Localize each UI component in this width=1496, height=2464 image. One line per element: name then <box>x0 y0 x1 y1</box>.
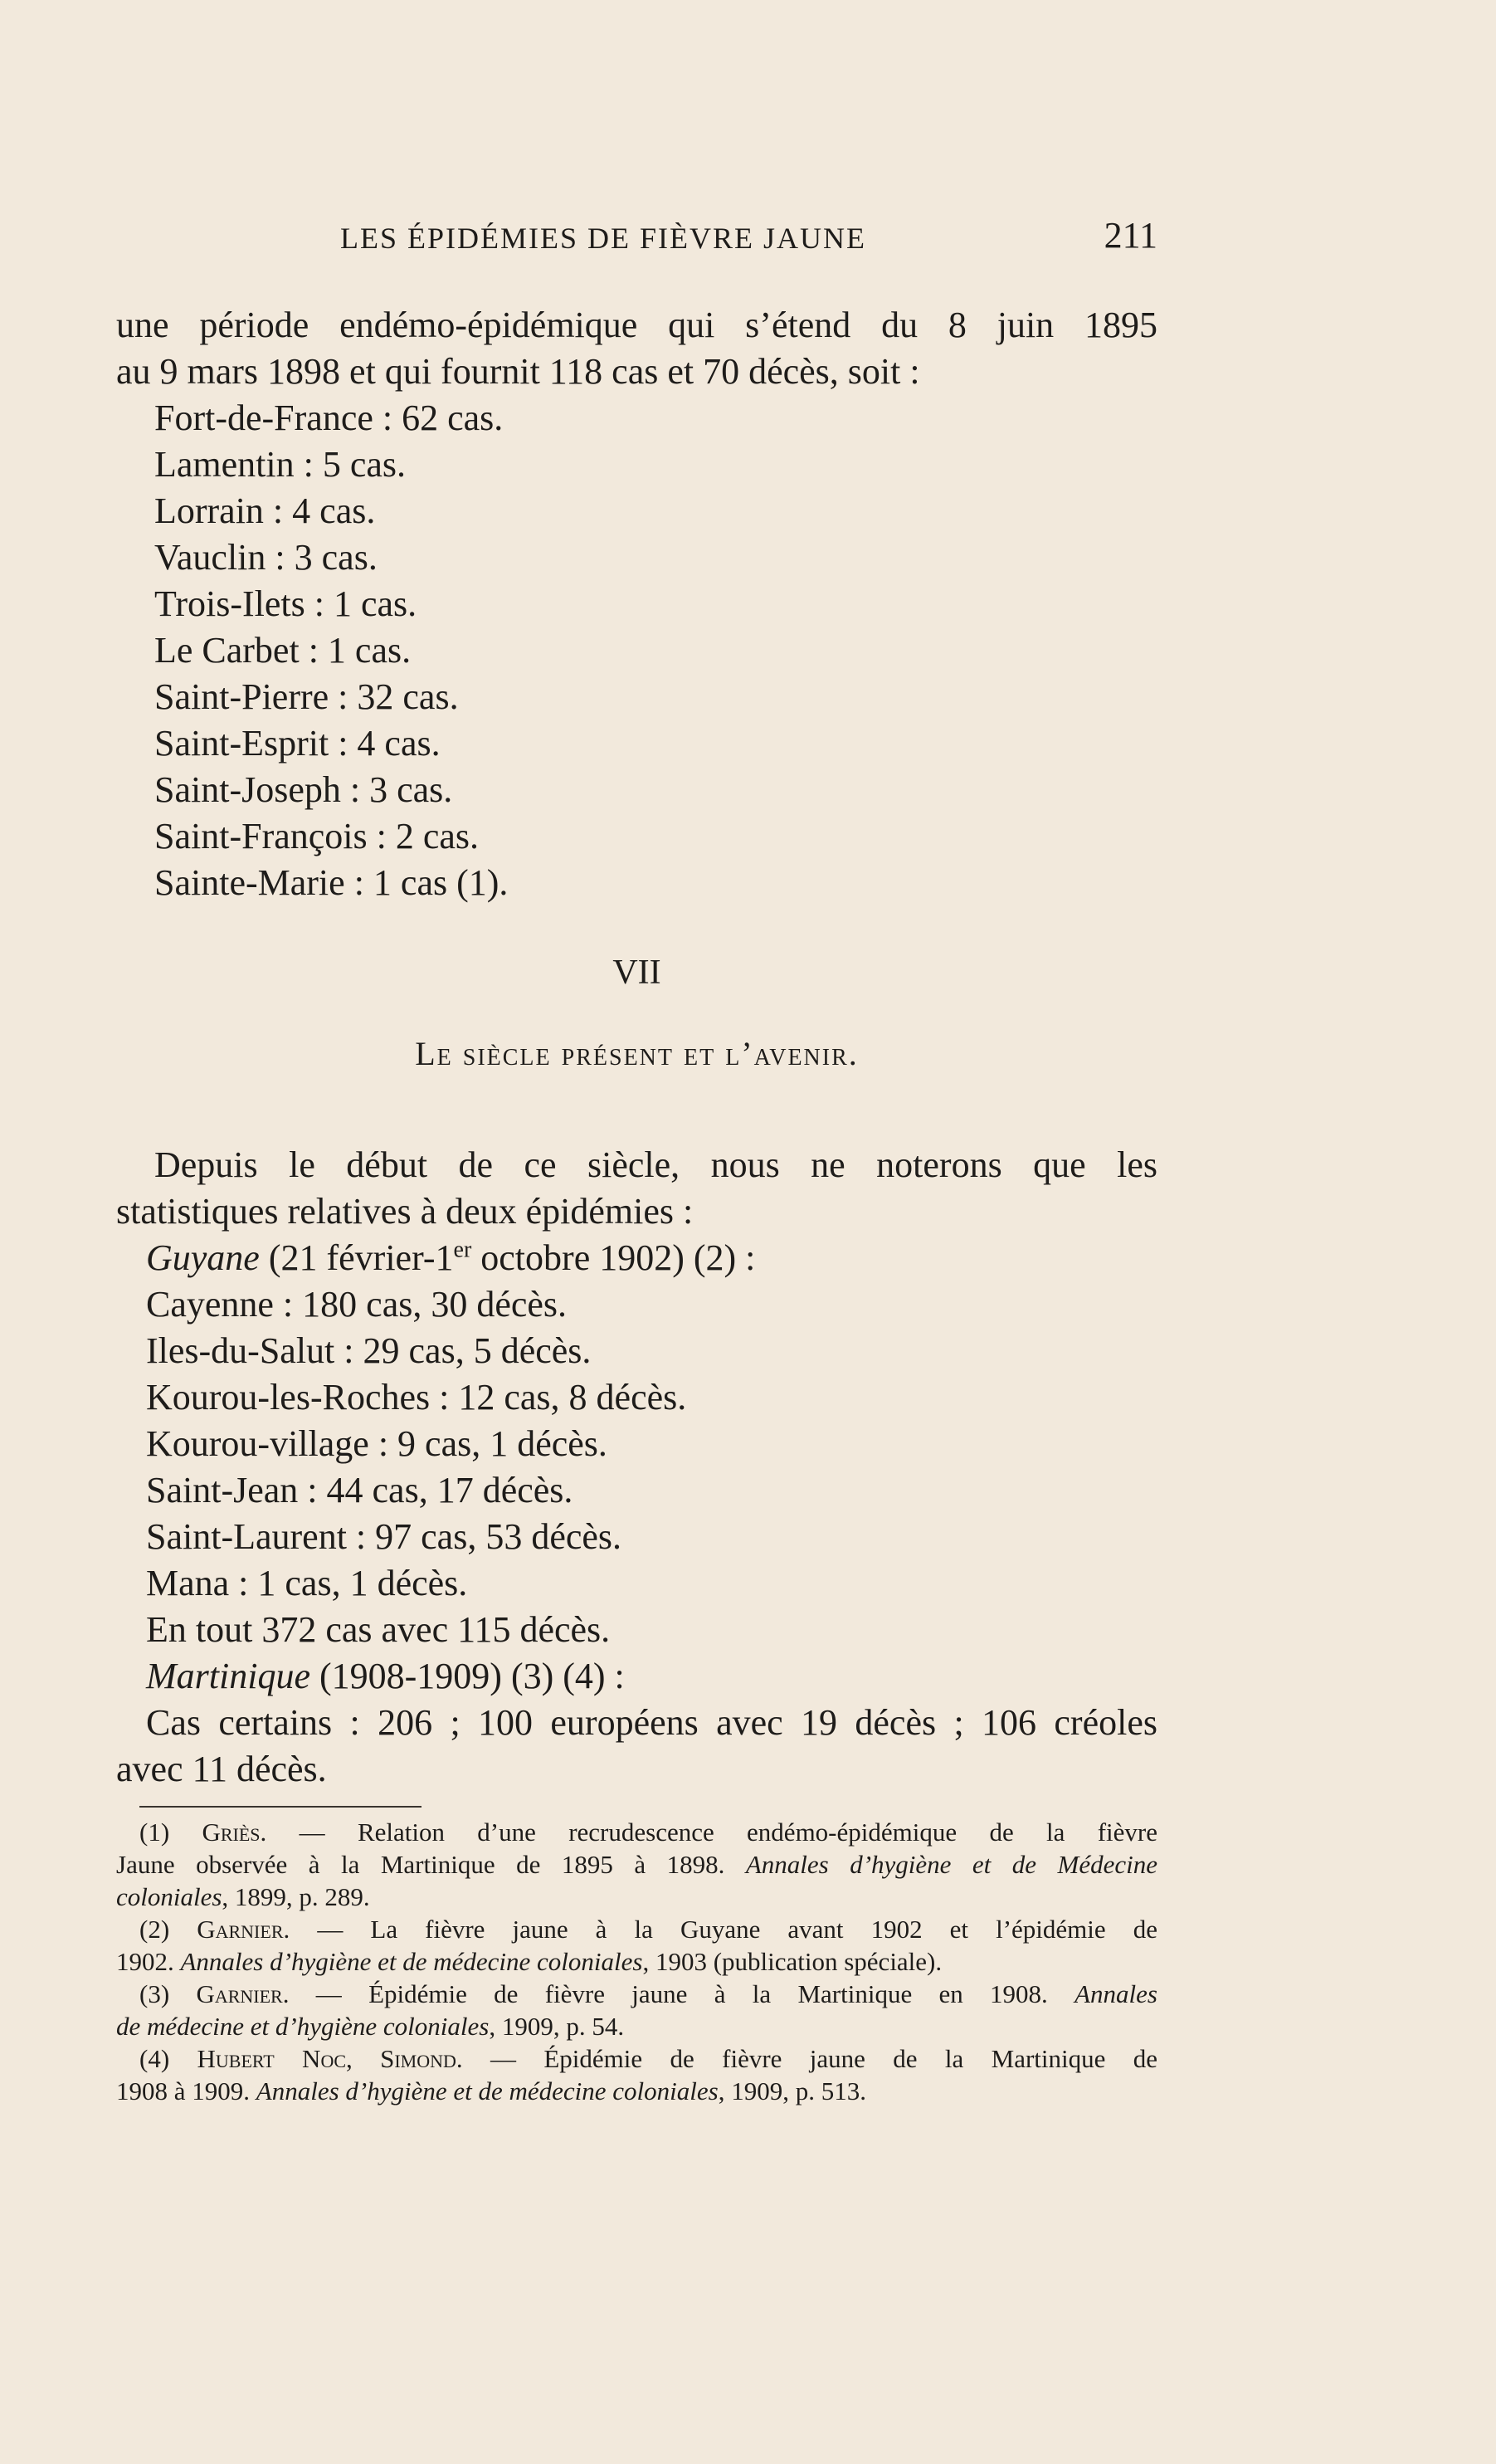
footnote-3-line-2: de médecine et d’hygiène coloniales, 1909, p. 54. <box>116 2012 625 2041</box>
text-line: Cas certains : 206 ; 100 européens avec 19 décès ; 106 créoles <box>146 1702 1157 1743</box>
footnote-2-line-2: 1902. Annales d’hygiène et de médecine coloniales, 1903 (publication spéciale). <box>116 1947 943 1976</box>
list-item: Saint-Laurent : 97 cas, 53 décès. <box>146 1516 622 1557</box>
list-item: Trois-Ilets : 1 cas. <box>154 583 417 624</box>
list-item: Saint-François : 2 cas. <box>154 816 480 856</box>
intro-paragraph <box>116 302 1157 395</box>
martinique-heading: Martinique (1908-1909) (3) (4) : <box>146 1656 625 1696</box>
footnote-1: (1) Griès. — Relation d’une recrudescence endémo-épidémique de la fièvre <box>139 1818 1158 1847</box>
list-item: Kourou-les-Roches : 12 cas, 8 décès. <box>146 1377 687 1417</box>
main-paragraph <box>116 1142 1157 1793</box>
list-item: Saint-Jean : 44 cas, 17 décès. <box>146 1470 573 1510</box>
list-item: Cayenne : 180 cas, 30 décès. <box>146 1284 568 1325</box>
footnote-rule <box>139 1806 422 1808</box>
list-item: Saint-Pierre : 32 cas. <box>154 676 459 717</box>
running-head <box>116 214 1157 264</box>
footnote-3: (3) Garnier. — Épidémie de fièvre jaune à la Martinique en 1908. Annales <box>139 1979 1157 2008</box>
text-line: statistiques relatives à deux épidémies : <box>116 1191 694 1232</box>
footnote-1-line-3: coloniales, 1899, p. 289. <box>116 1882 370 1911</box>
footnote-2: (2) Garnier. — La fièvre jaune à la Guyane avant 1902 et l’épidémie de <box>139 1915 1157 1944</box>
text-line: une période endémo-épidémique qui s’étend du 8 juin 1895 <box>116 305 1157 345</box>
text-line: Depuis le début de ce siècle, nous ne noterons que les <box>154 1144 1157 1185</box>
list-item: En tout 372 cas avec 115 décès. <box>146 1609 611 1650</box>
section-title: Le siècle présent et l’avenir. <box>415 1035 859 1072</box>
footnote-4-line-2: 1908 à 1909. Annales d’hygiène et de médecine coloniales, 1909, p. 513. <box>116 2076 866 2105</box>
list-item: Mana : 1 cas, 1 décès. <box>146 1563 468 1603</box>
list-item: Vauclin : 3 cas. <box>154 537 378 578</box>
text-line: avec 11 décès. <box>116 1749 327 1789</box>
list-item: Kourou-village : 9 cas, 1 décès. <box>146 1423 607 1464</box>
footnotes <box>116 1816 1157 2107</box>
list-item: Sainte-Marie : 1 cas (1). <box>154 862 509 903</box>
guyane-name: Guyane <box>146 1237 260 1278</box>
text-line: au 9 mars 1898 et qui fournit 118 cas et 70 décès, soit : <box>116 351 920 392</box>
page-number: 211 <box>1104 215 1157 256</box>
list-item: Saint-Joseph : 3 cas. <box>154 769 453 810</box>
guyane-heading: Guyane (21 février-1er octobre 1902) (2) : <box>146 1237 756 1278</box>
footnote-4: (4) Hubert Noc, Simond. — Épidémie de fièvre jaune de la Martinique de <box>139 2044 1157 2073</box>
section-number: VII <box>612 954 661 992</box>
list-item: Lorrain : 4 cas. <box>154 490 376 531</box>
list-item: Fort-de-France : 62 cas. <box>154 398 504 438</box>
list-item: Le Carbet : 1 cas. <box>154 630 412 671</box>
footnote-1-line-2: Jaune observée à la Martinique de 1895 à 1898. Annales d’hygiène et de Médecine <box>116 1850 1157 1879</box>
list-item: Lamentin : 5 cas. <box>154 444 407 485</box>
running-title: LES ÉPIDÉMIES DE FIÈVRE JAUNE <box>340 222 866 255</box>
martinique-name: Martinique <box>146 1656 310 1696</box>
statistics-list-1895 <box>116 395 1157 906</box>
list-item: Iles-du-Salut : 29 cas, 5 décès. <box>146 1330 592 1371</box>
list-item: Saint-Esprit : 4 cas. <box>154 723 441 764</box>
section-heading <box>116 949 1157 1077</box>
